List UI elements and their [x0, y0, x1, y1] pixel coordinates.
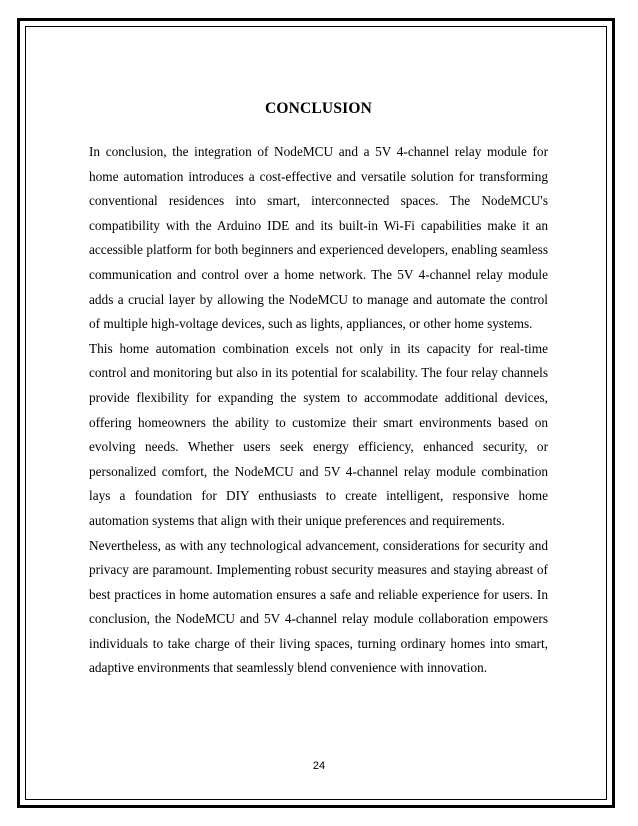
page-number: 24	[312, 760, 326, 772]
paragraph-1: In conclusion, the integration of NodeMCU and a 5V 4-channel relay module for home automation introduces a cost-effective and versatile solution for transforming conventional residences into smart, interconnected spaces. The NodeMCU's compatibility with the Arduino IDE and its built-in Wi-Fi capabilities make it an accessible platform for both beginners and experienced developers, enabling seamless communication and control over a home network. The 5V 4-channel relay module adds a crucial layer by allowing the NodeMCU to manage and automate the control of multiple high-voltage devices, such as lights, appliances, or other home systems.	[89, 144, 548, 332]
paragraph-2: This home automation combination excels not only in its capacity for real-time control and monitoring but also in its potential for scalability. The four relay channels provide flexibility for expanding the system to accommodate additional devices, offering homeowners the ability to customize their smart environments based on evolving needs. Whether users seek energy efficiency, enhanced security, or personalized comfort, the NodeMCU and 5V 4-channel relay module combination lays a foundation for DIY enthusiasts to create intelligent, responsive home automation systems that align with their unique preferences and requirements.	[89, 340, 548, 528]
paragraph-3: Nevertheless, as with any technological advancement, considerations for security and privacy are paramount. Implementing robust security measures and staying abreast of best practices in home automation ensures a safe and reliable experience for users. In conclusion, the NodeMCU and 5V 4-channel relay module collaboration empowers individuals to take charge of their living spaces, turning ordinary homes into smart, adaptive environments that seamlessly blend convenience with innovation.	[89, 537, 548, 676]
page-title: CONCLUSION	[264, 100, 373, 117]
page-content	[89, 100, 548, 681]
